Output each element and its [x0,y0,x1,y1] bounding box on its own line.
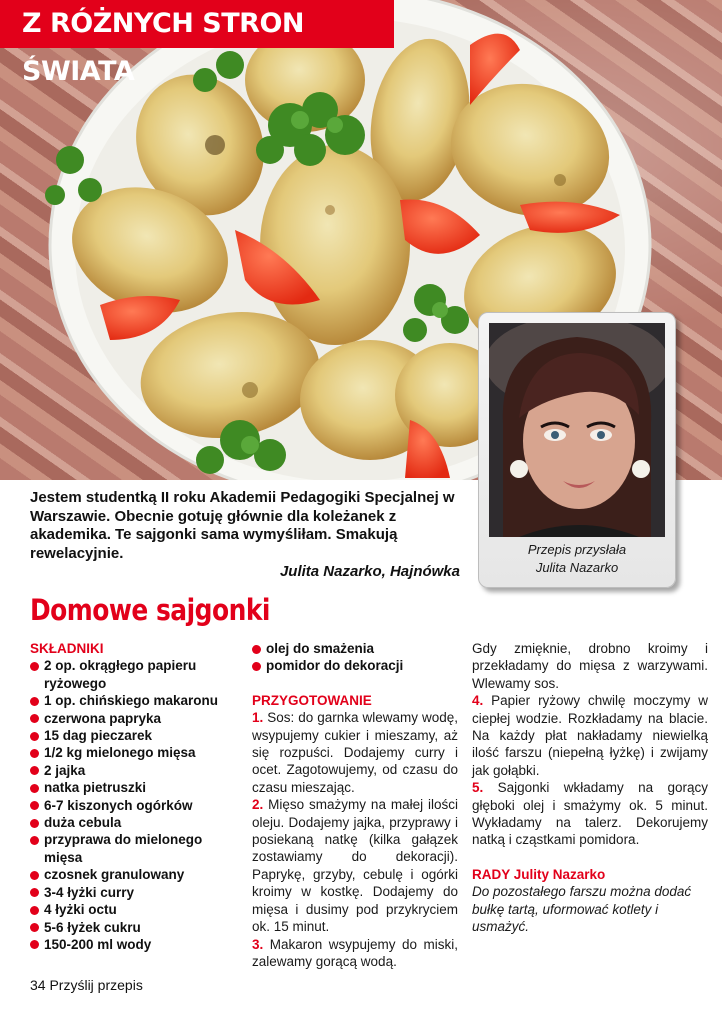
ingredient-item: duża cebula [30,814,242,831]
ingredient-item: 3-4 łyżki curry [30,884,242,901]
ingredient-item: 1/2 kg mielonego mięsa [30,744,242,761]
intro-text: Jestem studentką II roku Akademii Pedagogiki Specjalnej w Warszawie. Obecnie gotuję głównie dla koleżanek z akademika. Te sajgonki sama wymyśliłam. Smakują rewelacyjnie. [30,489,455,562]
portrait-caption [479,541,675,577]
step-1 [252,709,458,796]
step-text: Mięso smażymy na małej ilości oleju. Dodajemy jajka, przyprawy i posiekaną natkę (kilka gałązek zostawiamy do dekoracji). Paprykę, grzyby, cebulę i ogórki kroimy w kostkę. Dodajemy do mięsa i dusimy pod przykryciem ok. 15 minut. [252,797,458,935]
step-number: 2. [252,797,264,813]
ingredient-item: 5-6 łyżek cukru [30,919,242,936]
step-number: 4. [472,693,484,709]
intro-paragraph [30,489,460,582]
preparation-heading: PRZYGOTOWANIE [252,692,372,708]
ingredients-list [30,657,242,953]
intro-signature: Julita Nazarko, Hajnówka [279,563,460,580]
step-5 [472,779,708,849]
step-3-continued: Gdy zmięknie, drobno kroimy i przekładamy do mięsa z warzywami. Wlewamy sos. [472,641,708,691]
step-text: Sos: do garnka wlewamy wodę, wsypujemy cukier i mieszamy, aż się rozpuści. Dodajemy curry i ocet. Zagotowujemy, od czasu do czasu mieszając. [252,710,458,795]
column-preparation-continued [472,640,708,936]
step-number: 5. [472,780,484,796]
step-4 [472,692,708,779]
caption-line-2: Julita Nazarko [535,560,619,575]
ingredient-item: przyprawa do mielonego mięsa [30,831,242,866]
caption-line-1: Przepis przysłała [527,542,627,557]
author-portrait-card [478,312,676,588]
step-number: 1. [252,710,264,726]
ingredients-list-continued [252,640,458,675]
ingredient-item: 2 op. okrągłego papieru ryżowego [30,657,242,692]
ingredient-item: olej do smażenia [252,640,458,657]
ingredient-item: 4 łyżki octu [30,901,242,918]
step-number: 3. [252,936,264,952]
tips-heading: RADY Julity Nazarko [472,866,606,882]
step-3 [252,936,458,971]
ingredient-item: pomidor do dekoracji [252,657,458,674]
ingredient-item: czerwona papryka [30,710,242,727]
tips-text: Do pozostałego farszu można dodać bułkę tartą, uformować kotlety i usmażyć. [472,884,692,935]
column-preparation [252,640,458,970]
ingredient-item: 150-200 ml wody [30,936,242,953]
page-footer: 34 Przyślij przepis [30,977,143,993]
ingredient-item: czosnek granulowany [30,866,242,883]
column-ingredients [30,640,242,953]
ingredient-item: natka pietruszki [30,779,242,796]
ingredient-item: 6-7 kiszonych ogórków [30,797,242,814]
author-photo [489,323,665,537]
step-2 [252,796,458,935]
step-text: Makaron wsypujemy do miski, zalewamy gorącą wodą. [252,936,458,969]
recipe-title: Domowe sajgonki [30,593,270,627]
ingredient-item: 2 jajka [30,762,242,779]
ingredients-heading: SKŁADNIKI [30,641,104,656]
ingredient-item: 1 op. chińskiego makaronu [30,692,242,709]
ingredient-item: 15 dag pieczarek [30,727,242,744]
step-text: Papier ryżowy chwilę moczymy w ciepłej wodzie. Rozkładamy na blacie. Na każdy płat nakładamy niewielką ilość farszu (niepełną łyżkę) i zwijamy jak gołąbki. [472,693,708,778]
section-banner: Z RÓŻNYCH STRON ŚWIATA [0,0,394,48]
step-text: Sajgonki wkładamy na gorący głęboki olej i smażymy ok. 5 minut. Wykładamy na talerz. Dekorujemy natką i cząstkami pomidora. [472,780,708,848]
